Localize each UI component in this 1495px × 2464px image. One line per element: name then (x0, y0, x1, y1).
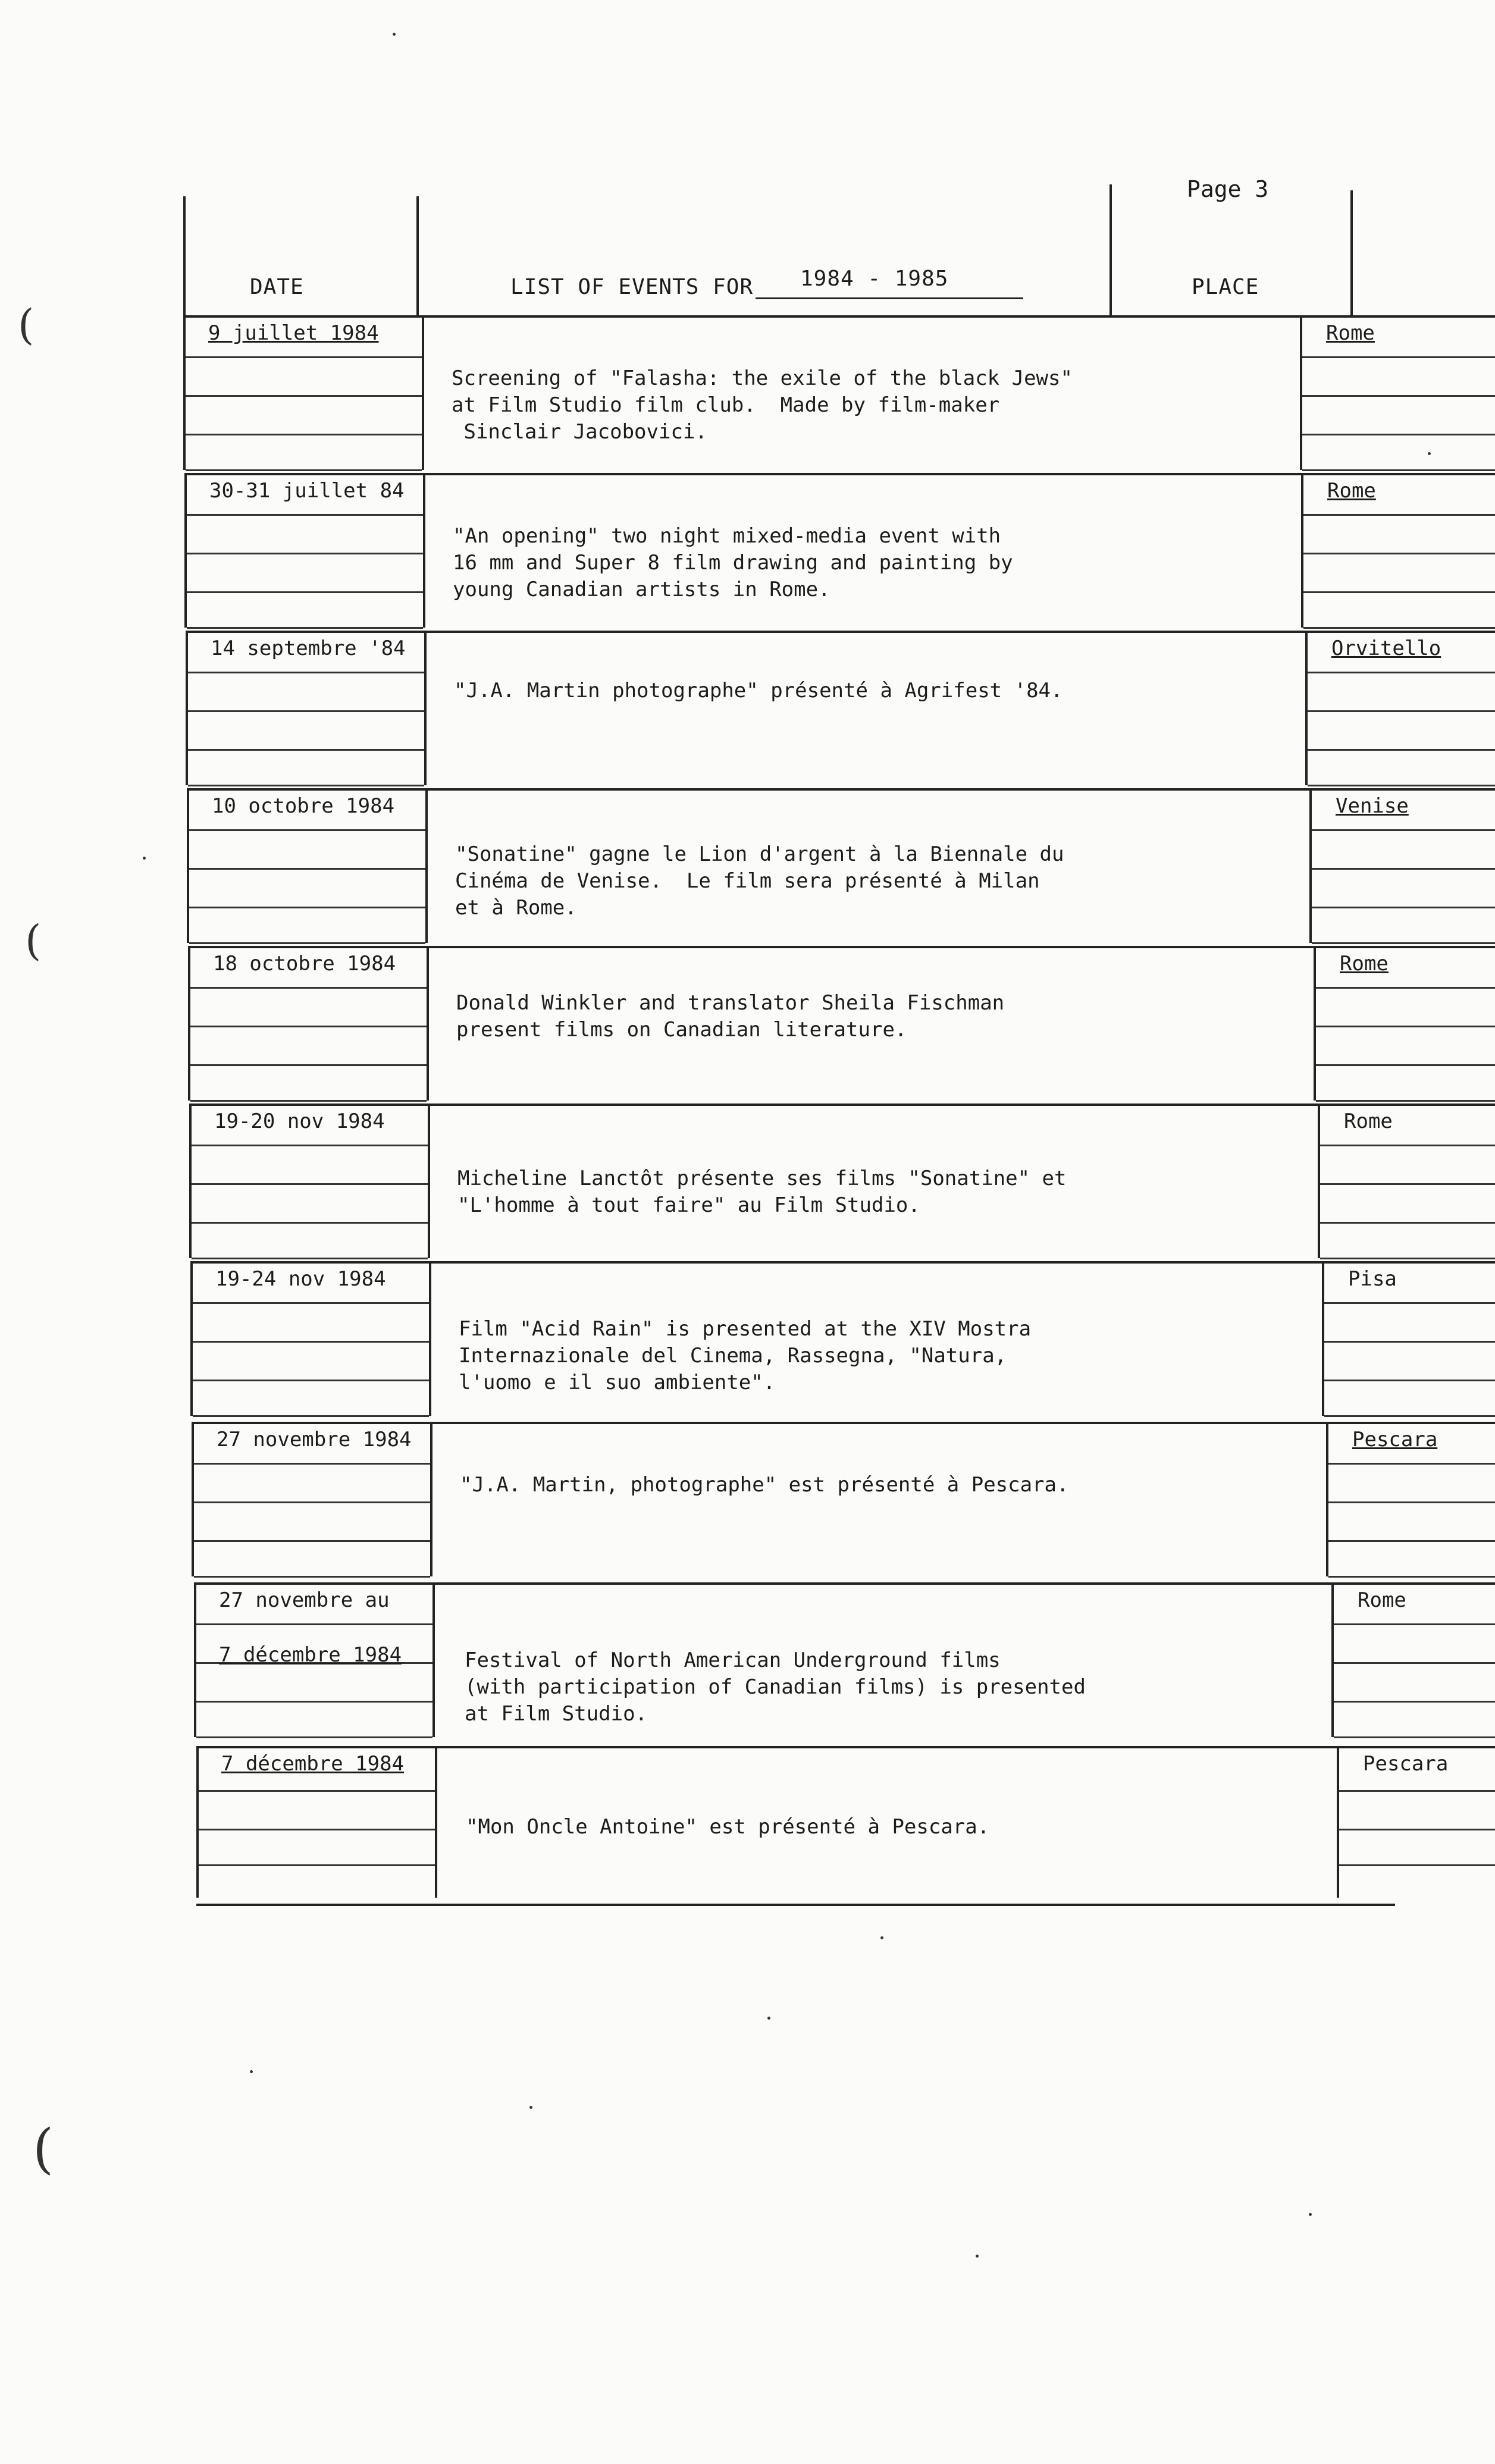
margin-mark: ( (18, 300, 35, 349)
description-cell (429, 1261, 1324, 1416)
event-date-end: 7 décembre 1984 (219, 1643, 402, 1667)
scan-speck (767, 2017, 770, 2020)
event-place: Rome (1340, 952, 1389, 976)
description-cell (422, 315, 1302, 470)
date-cell (192, 1422, 432, 1576)
event-description: "Mon Oncle Antoine" est présenté à Pescara. (466, 1815, 990, 1839)
description-cell (428, 1104, 1320, 1258)
date-cell (196, 1746, 437, 1898)
event-row (186, 631, 1441, 785)
event-row (192, 1422, 1438, 1576)
place-cell (1309, 788, 1495, 943)
date-cell (194, 1582, 435, 1737)
event-date: 9 juillet 1984 (208, 321, 379, 345)
event-row (188, 946, 1389, 1101)
event-place: Rome (1327, 479, 1376, 503)
event-description: Film "Acid Rain" is presented at the XIV Mostra Internazionale del Cinema, Rassegna, "Natura, l'uomo e il suo ambiente". (459, 1317, 1032, 1394)
place-cell (1318, 1104, 1495, 1258)
scan-speck (529, 2106, 532, 2109)
description-cell (425, 788, 1312, 943)
event-date: 19-20 nov 1984 (214, 1109, 385, 1133)
date-cell (189, 1104, 430, 1258)
event-date: 7 décembre 1984 (221, 1752, 405, 1776)
event-place: Rome (1344, 1109, 1393, 1133)
event-row (183, 315, 1375, 470)
event-row (184, 473, 1376, 628)
date-cell (188, 946, 429, 1101)
header-date: DATE (250, 275, 304, 299)
event-description: "J.A. Martin, photographe" est présenté à Pescara. (460, 1473, 1069, 1497)
event-row (189, 1104, 1393, 1258)
event-date: 10 octobre 1984 (212, 794, 395, 818)
place-cell (1322, 1261, 1495, 1416)
event-place: Venise (1336, 794, 1409, 818)
margin-mark: ( (25, 916, 42, 965)
date-cell (190, 1261, 431, 1416)
description-cell (430, 1422, 1328, 1576)
event-date: 19-24 nov 1984 (215, 1267, 386, 1291)
margin-mark: ( (33, 2118, 54, 2180)
event-place: Pescara (1352, 1428, 1438, 1452)
place-cell (1305, 631, 1495, 785)
event-date: 14 septembre '84 (211, 637, 406, 660)
date-cell (187, 788, 428, 943)
description-cell (427, 946, 1316, 1101)
event-row (194, 1582, 1406, 1737)
header-years: 1984 - 1985 (800, 267, 949, 291)
header-list-title: LIST OF EVENTS FOR (510, 275, 754, 299)
description-cell (424, 631, 1308, 785)
header-rule-right (1350, 190, 1353, 315)
event-row (187, 788, 1409, 943)
place-cell (1314, 946, 1495, 1101)
event-description: "An opening" two night mixed-media event with 16 mm and Super 8 film drawing and painting by young Canadian artists in Rome. (453, 524, 1013, 601)
event-description: Festival of North American Underground films (with participation of Canadian films) is presented at Film Studio. (465, 1648, 1086, 1726)
header-rule-left (183, 196, 186, 315)
event-date: 18 octobre 1984 (213, 952, 396, 976)
event-place: Pescara (1363, 1752, 1449, 1776)
event-date: 27 novembre au (219, 1588, 390, 1612)
event-description: Micheline Lanctôt présente ses films "Sonatine" et "L'homme à tout faire" au Film Studio. (457, 1167, 1067, 1217)
scan-speck (880, 1936, 883, 1939)
event-row (190, 1261, 1397, 1416)
event-description: "Sonatine" gagne le Lion d'argent à la Biennale du Cinéma de Venise. Le film sera présenté à Milan et à Rome. (455, 842, 1064, 920)
table-bottom-rule (196, 1904, 1395, 1906)
event-description: "J.A. Martin photographe" présenté à Agrifest '84. (454, 679, 1063, 703)
scan-speck (976, 2255, 979, 2258)
page-number: Page 3 (1187, 176, 1269, 202)
place-cell (1326, 1422, 1495, 1576)
scan-speck (1428, 452, 1431, 455)
scan-speck (393, 33, 396, 36)
scan-speck (250, 2070, 253, 2073)
scan-speck (1309, 2213, 1312, 2216)
description-cell (423, 473, 1303, 628)
place-cell (1300, 315, 1495, 470)
date-cell (184, 473, 425, 628)
event-description: Donald Winkler and translator Sheila Fischman present films on Canadian literature. (456, 991, 1005, 1042)
event-description: Screening of "Falasha: the exile of the black Jews" at Film Studio film club. Made by film-maker Sinclair Jacobovici. (452, 366, 1073, 444)
event-place: Rome (1326, 321, 1375, 345)
header-years-underline (756, 297, 1023, 299)
event-place: Orvitello (1331, 637, 1441, 660)
header-rule-date (416, 196, 419, 315)
description-cell (432, 1582, 1334, 1737)
description-cell (435, 1746, 1339, 1898)
place-cell (1337, 1746, 1495, 1898)
header-rule-place (1110, 184, 1112, 315)
date-cell (186, 631, 427, 785)
place-cell (1331, 1582, 1495, 1737)
place-cell (1301, 473, 1495, 628)
event-row (196, 1746, 1449, 1898)
event-place: Rome (1358, 1588, 1406, 1612)
header-place: PLACE (1192, 275, 1259, 299)
date-cell (183, 315, 424, 470)
event-date: 27 novembre 1984 (217, 1428, 412, 1452)
event-date: 30-31 juillet 84 (209, 479, 405, 503)
event-place: Pisa (1348, 1267, 1397, 1291)
scan-speck (143, 857, 146, 860)
